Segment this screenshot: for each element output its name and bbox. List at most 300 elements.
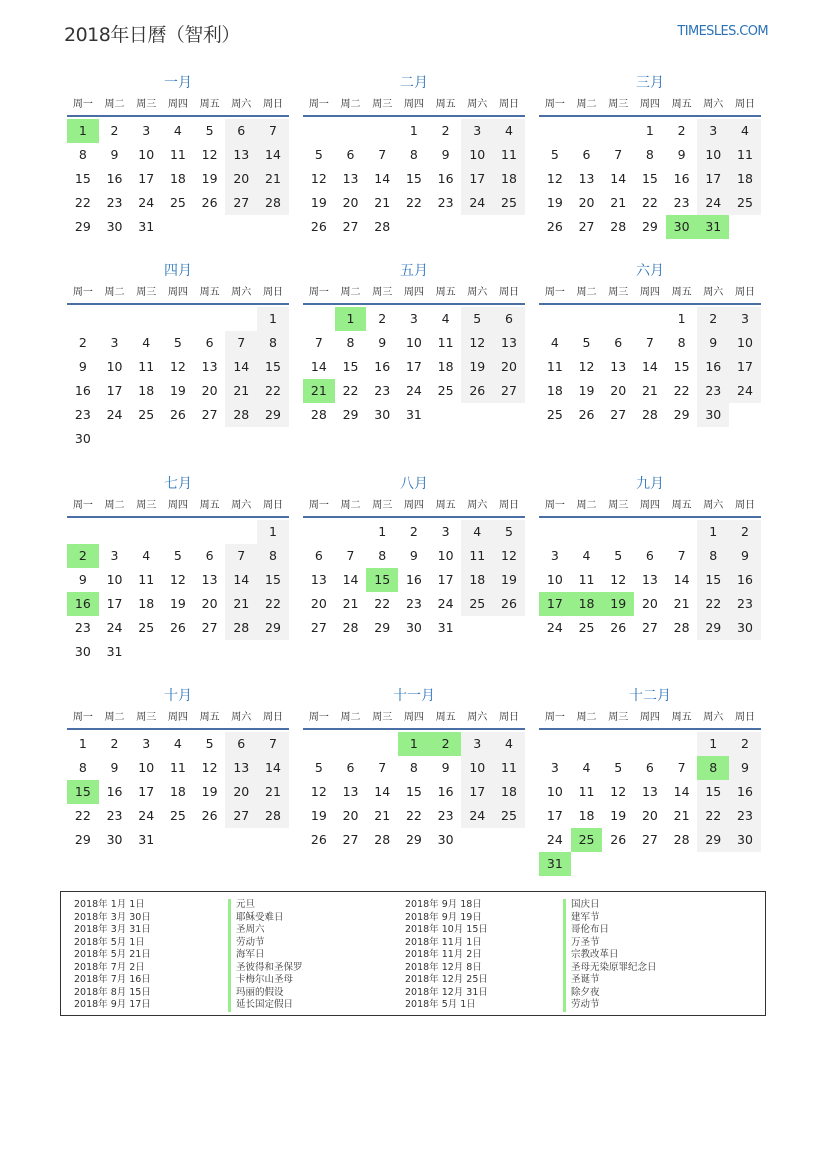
day-cell[interactable]: 15 <box>366 568 398 592</box>
day-cell[interactable]: 20 <box>201 596 218 611</box>
day-cell[interactable]: 17 <box>461 167 493 191</box>
day-cell[interactable]: 24 <box>546 620 563 635</box>
day-cell[interactable]: 8 <box>409 147 418 162</box>
day-cell[interactable]: 10 <box>106 572 123 587</box>
day-cell[interactable]: 19 <box>169 596 186 611</box>
day-cell[interactable]: 28 <box>641 407 658 422</box>
day-cell[interactable]: 20 <box>225 780 257 804</box>
day-cell[interactable]: 14 <box>342 572 359 587</box>
day-cell[interactable]: 31 <box>106 644 123 659</box>
day-cell[interactable]: 9 <box>409 548 418 563</box>
day-cell[interactable]: 16 <box>729 780 761 804</box>
day-cell[interactable]: 3 <box>441 524 450 539</box>
day-cell[interactable]: 7 <box>314 335 323 350</box>
day-cell[interactable]: 23 <box>106 808 123 823</box>
day-cell[interactable]: 16 <box>729 568 761 592</box>
day-cell[interactable]: 14 <box>374 784 391 799</box>
day-cell[interactable]: 26 <box>610 620 627 635</box>
day-cell[interactable]: 22 <box>405 195 422 210</box>
day-cell[interactable]: 18 <box>437 359 454 374</box>
day-cell[interactable]: 6 <box>582 147 591 162</box>
day-cell[interactable]: 13 <box>342 171 359 186</box>
day-cell[interactable]: 27 <box>641 832 658 847</box>
day-cell[interactable]: 24 <box>546 832 563 847</box>
day-cell[interactable]: 16 <box>74 383 91 398</box>
day-cell[interactable]: 26 <box>201 195 218 210</box>
day-cell[interactable]: 14 <box>257 143 289 167</box>
day-cell[interactable]: 23 <box>374 383 391 398</box>
day-cell[interactable]: 5 <box>173 548 182 563</box>
day-cell[interactable]: 20 <box>201 383 218 398</box>
day-cell[interactable]: 13 <box>225 756 257 780</box>
day-cell[interactable]: 10 <box>405 335 422 350</box>
day-cell[interactable]: 3 <box>110 548 119 563</box>
day-cell[interactable]: 25 <box>138 407 155 422</box>
day-cell[interactable]: 31 <box>138 219 155 234</box>
day-cell[interactable]: 10 <box>138 760 155 775</box>
day-cell[interactable]: 3 <box>550 760 559 775</box>
day-cell[interactable]: 16 <box>106 171 123 186</box>
day-cell[interactable]: 13 <box>578 171 595 186</box>
day-cell[interactable]: 27 <box>610 407 627 422</box>
day-cell[interactable]: 30 <box>74 644 91 659</box>
day-cell[interactable]: 23 <box>106 195 123 210</box>
day-cell[interactable]: 17 <box>539 592 571 616</box>
day-cell[interactable]: 11 <box>546 359 563 374</box>
day-cell[interactable]: 25 <box>578 620 595 635</box>
day-cell[interactable]: 24 <box>461 804 493 828</box>
day-cell[interactable]: 22 <box>342 383 359 398</box>
day-cell[interactable]: 21 <box>673 808 690 823</box>
day-cell[interactable]: 5 <box>614 548 623 563</box>
day-cell[interactable]: 10 <box>546 784 563 799</box>
day-cell[interactable]: 29 <box>257 403 289 427</box>
day-cell[interactable]: 12 <box>201 760 218 775</box>
day-cell[interactable]: 13 <box>493 331 525 355</box>
day-cell[interactable]: 27 <box>225 804 257 828</box>
day-cell[interactable]: 19 <box>201 784 218 799</box>
day-cell[interactable]: 9 <box>78 359 87 374</box>
day-cell[interactable]: 17 <box>437 572 454 587</box>
day-cell[interactable]: 12 <box>493 544 525 568</box>
day-cell[interactable]: 30 <box>437 832 454 847</box>
day-cell[interactable]: 9 <box>729 756 761 780</box>
day-cell[interactable]: 18 <box>169 784 186 799</box>
day-cell[interactable]: 9 <box>729 544 761 568</box>
day-cell[interactable]: 16 <box>405 572 422 587</box>
day-cell[interactable]: 2 <box>67 544 99 568</box>
day-cell[interactable]: 10 <box>437 548 454 563</box>
day-cell[interactable]: 29 <box>257 616 289 640</box>
day-cell[interactable]: 25 <box>729 191 761 215</box>
day-cell[interactable]: 30 <box>106 219 123 234</box>
day-cell[interactable]: 7 <box>677 548 686 563</box>
day-cell[interactable]: 2 <box>110 123 119 138</box>
day-cell[interactable]: 1 <box>398 732 430 756</box>
day-cell[interactable]: 24 <box>106 407 123 422</box>
day-cell[interactable]: 17 <box>405 359 422 374</box>
day-cell[interactable]: 2 <box>110 736 119 751</box>
day-cell[interactable]: 20 <box>578 195 595 210</box>
day-cell[interactable]: 23 <box>697 379 729 403</box>
day-cell[interactable]: 5 <box>461 307 493 331</box>
day-cell[interactable]: 11 <box>138 359 155 374</box>
day-cell[interactable]: 12 <box>610 784 627 799</box>
day-cell[interactable]: 24 <box>405 383 422 398</box>
day-cell[interactable]: 26 <box>461 379 493 403</box>
day-cell[interactable]: 12 <box>461 331 493 355</box>
day-cell[interactable]: 22 <box>257 379 289 403</box>
day-cell[interactable]: 29 <box>74 832 91 847</box>
day-cell[interactable]: 8 <box>257 331 289 355</box>
day-cell[interactable]: 6 <box>346 147 355 162</box>
day-cell[interactable]: 3 <box>461 119 493 143</box>
day-cell[interactable]: 9 <box>110 760 119 775</box>
day-cell[interactable]: 7 <box>257 119 289 143</box>
day-cell[interactable]: 14 <box>257 756 289 780</box>
day-cell[interactable]: 17 <box>461 780 493 804</box>
day-cell[interactable]: 18 <box>493 780 525 804</box>
day-cell[interactable]: 31 <box>437 620 454 635</box>
day-cell[interactable]: 15 <box>697 780 729 804</box>
day-cell[interactable]: 6 <box>346 760 355 775</box>
day-cell[interactable]: 6 <box>225 119 257 143</box>
day-cell[interactable]: 14 <box>225 355 257 379</box>
day-cell[interactable]: 7 <box>378 760 387 775</box>
day-cell[interactable]: 23 <box>74 620 91 635</box>
day-cell[interactable]: 12 <box>578 359 595 374</box>
day-cell[interactable]: 23 <box>729 592 761 616</box>
day-cell[interactable]: 22 <box>74 808 91 823</box>
day-cell[interactable]: 10 <box>546 572 563 587</box>
day-cell[interactable]: 26 <box>169 620 186 635</box>
day-cell[interactable]: 30 <box>697 403 729 427</box>
day-cell[interactable]: 27 <box>342 832 359 847</box>
day-cell[interactable]: 19 <box>201 171 218 186</box>
day-cell[interactable]: 6 <box>205 335 214 350</box>
day-cell[interactable]: 29 <box>74 219 91 234</box>
day-cell[interactable]: 30 <box>729 616 761 640</box>
day-cell[interactable]: 15 <box>405 171 422 186</box>
day-cell[interactable]: 11 <box>461 544 493 568</box>
day-cell[interactable]: 14 <box>641 359 658 374</box>
day-cell[interactable]: 13 <box>310 572 327 587</box>
day-cell[interactable]: 15 <box>342 359 359 374</box>
day-cell[interactable]: 3 <box>550 548 559 563</box>
day-cell[interactable]: 18 <box>546 383 563 398</box>
day-cell[interactable]: 30 <box>74 431 91 446</box>
day-cell[interactable]: 11 <box>138 572 155 587</box>
day-cell[interactable]: 29 <box>641 219 658 234</box>
day-cell[interactable]: 20 <box>342 195 359 210</box>
day-cell[interactable]: 27 <box>342 219 359 234</box>
day-cell[interactable]: 10 <box>729 331 761 355</box>
day-cell[interactable]: 27 <box>578 219 595 234</box>
day-cell[interactable]: 28 <box>225 403 257 427</box>
day-cell[interactable]: 7 <box>677 760 686 775</box>
day-cell[interactable]: 4 <box>142 548 151 563</box>
day-cell[interactable]: 4 <box>493 119 525 143</box>
day-cell[interactable]: 5 <box>614 760 623 775</box>
day-cell[interactable]: 21 <box>303 379 335 403</box>
day-cell[interactable]: 29 <box>405 832 422 847</box>
day-cell[interactable]: 26 <box>546 219 563 234</box>
day-cell[interactable]: 12 <box>546 171 563 186</box>
day-cell[interactable]: 18 <box>578 808 595 823</box>
day-cell[interactable]: 13 <box>641 572 658 587</box>
day-cell[interactable]: 15 <box>697 568 729 592</box>
day-cell[interactable]: 29 <box>697 828 729 852</box>
day-cell[interactable]: 28 <box>310 407 327 422</box>
day-cell[interactable]: 2 <box>78 335 87 350</box>
day-cell[interactable]: 21 <box>257 780 289 804</box>
day-cell[interactable]: 26 <box>610 832 627 847</box>
day-cell[interactable]: 23 <box>405 596 422 611</box>
day-cell[interactable]: 13 <box>201 359 218 374</box>
day-cell[interactable]: 17 <box>138 784 155 799</box>
day-cell[interactable]: 14 <box>374 171 391 186</box>
day-cell[interactable]: 4 <box>550 335 559 350</box>
day-cell[interactable]: 8 <box>346 335 355 350</box>
day-cell[interactable]: 19 <box>546 195 563 210</box>
day-cell[interactable]: 16 <box>67 592 99 616</box>
day-cell[interactable]: 7 <box>257 732 289 756</box>
day-cell[interactable]: 22 <box>641 195 658 210</box>
day-cell[interactable]: 22 <box>405 808 422 823</box>
day-cell[interactable]: 9 <box>78 572 87 587</box>
day-cell[interactable]: 2 <box>441 123 450 138</box>
day-cell[interactable]: 21 <box>673 596 690 611</box>
day-cell[interactable]: 21 <box>641 383 658 398</box>
day-cell[interactable]: 11 <box>729 143 761 167</box>
day-cell[interactable]: 24 <box>461 191 493 215</box>
day-cell[interactable]: 29 <box>342 407 359 422</box>
day-cell[interactable]: 22 <box>673 383 690 398</box>
day-cell[interactable]: 27 <box>310 620 327 635</box>
day-cell[interactable]: 27 <box>201 407 218 422</box>
day-cell[interactable]: 7 <box>614 147 623 162</box>
day-cell[interactable]: 6 <box>645 548 654 563</box>
day-cell[interactable]: 27 <box>493 379 525 403</box>
day-cell[interactable]: 3 <box>142 123 151 138</box>
day-cell[interactable]: 15 <box>641 171 658 186</box>
day-cell[interactable]: 28 <box>374 832 391 847</box>
day-cell[interactable]: 13 <box>225 143 257 167</box>
day-cell[interactable]: 5 <box>205 123 214 138</box>
day-cell[interactable]: 6 <box>645 760 654 775</box>
day-cell[interactable]: 23 <box>437 808 454 823</box>
day-cell[interactable]: 18 <box>138 596 155 611</box>
day-cell[interactable]: 28 <box>225 616 257 640</box>
day-cell[interactable]: 10 <box>106 359 123 374</box>
day-cell[interactable]: 25 <box>169 195 186 210</box>
day-cell[interactable]: 11 <box>493 756 525 780</box>
day-cell[interactable]: 7 <box>645 335 654 350</box>
day-cell[interactable]: 28 <box>610 219 627 234</box>
day-cell[interactable]: 3 <box>697 119 729 143</box>
day-cell[interactable]: 24 <box>437 596 454 611</box>
day-cell[interactable]: 6 <box>225 732 257 756</box>
day-cell[interactable]: 13 <box>342 784 359 799</box>
day-cell[interactable]: 11 <box>169 760 186 775</box>
day-cell[interactable]: 11 <box>437 335 454 350</box>
day-cell[interactable]: 19 <box>169 383 186 398</box>
day-cell[interactable]: 15 <box>257 568 289 592</box>
day-cell[interactable]: 28 <box>257 191 289 215</box>
day-cell[interactable]: 7 <box>378 147 387 162</box>
day-cell[interactable]: 8 <box>378 548 387 563</box>
day-cell[interactable]: 16 <box>437 784 454 799</box>
day-cell[interactable]: 16 <box>106 784 123 799</box>
day-cell[interactable]: 20 <box>342 808 359 823</box>
day-cell[interactable]: 20 <box>225 167 257 191</box>
day-cell[interactable]: 30 <box>106 832 123 847</box>
day-cell[interactable]: 15 <box>257 355 289 379</box>
day-cell[interactable]: 21 <box>225 592 257 616</box>
day-cell[interactable]: 7 <box>225 331 257 355</box>
day-cell[interactable]: 30 <box>374 407 391 422</box>
day-cell[interactable]: 7 <box>225 544 257 568</box>
day-cell[interactable]: 9 <box>677 147 686 162</box>
day-cell[interactable]: 11 <box>493 143 525 167</box>
day-cell[interactable]: 1 <box>257 520 289 544</box>
day-cell[interactable]: 3 <box>461 732 493 756</box>
day-cell[interactable]: 4 <box>582 760 591 775</box>
day-cell[interactable]: 23 <box>437 195 454 210</box>
day-cell[interactable]: 2 <box>378 311 387 326</box>
day-cell[interactable]: 2 <box>729 732 761 756</box>
day-cell[interactable]: 31 <box>405 407 422 422</box>
day-cell[interactable]: 21 <box>342 596 359 611</box>
day-cell[interactable]: 24 <box>138 808 155 823</box>
day-cell[interactable]: 23 <box>74 407 91 422</box>
day-cell[interactable]: 19 <box>461 355 493 379</box>
day-cell[interactable]: 25 <box>493 191 525 215</box>
day-cell[interactable]: 27 <box>225 191 257 215</box>
day-cell[interactable]: 24 <box>729 379 761 403</box>
day-cell[interactable]: 6 <box>205 548 214 563</box>
day-cell[interactable]: 2 <box>409 524 418 539</box>
day-cell[interactable]: 31 <box>697 215 729 239</box>
day-cell[interactable]: 25 <box>461 592 493 616</box>
day-cell[interactable]: 5 <box>550 147 559 162</box>
day-cell[interactable]: 29 <box>374 620 391 635</box>
day-cell[interactable]: 5 <box>173 335 182 350</box>
day-cell[interactable]: 2 <box>677 123 686 138</box>
day-cell[interactable]: 26 <box>201 808 218 823</box>
day-cell[interactable]: 6 <box>314 548 323 563</box>
day-cell[interactable]: 17 <box>106 596 123 611</box>
day-cell[interactable]: 3 <box>142 736 151 751</box>
day-cell[interactable]: 1 <box>67 119 99 143</box>
day-cell[interactable]: 17 <box>546 808 563 823</box>
day-cell[interactable]: 3 <box>729 307 761 331</box>
day-cell[interactable]: 8 <box>257 544 289 568</box>
day-cell[interactable]: 12 <box>201 147 218 162</box>
day-cell[interactable]: 8 <box>78 147 87 162</box>
site-logo[interactable]: TIMESLES.COM <box>677 24 768 39</box>
day-cell[interactable]: 5 <box>314 760 323 775</box>
day-cell[interactable]: 31 <box>138 832 155 847</box>
day-cell[interactable]: 26 <box>493 592 525 616</box>
day-cell[interactable]: 17 <box>106 383 123 398</box>
day-cell[interactable]: 4 <box>142 335 151 350</box>
day-cell[interactable]: 30 <box>729 828 761 852</box>
day-cell[interactable]: 1 <box>645 123 654 138</box>
day-cell[interactable]: 28 <box>673 620 690 635</box>
day-cell[interactable]: 13 <box>641 784 658 799</box>
day-cell[interactable]: 5 <box>493 520 525 544</box>
day-cell[interactable]: 3 <box>110 335 119 350</box>
day-cell[interactable]: 20 <box>493 355 525 379</box>
day-cell[interactable]: 20 <box>610 383 627 398</box>
day-cell[interactable]: 30 <box>405 620 422 635</box>
day-cell[interactable]: 3 <box>409 311 418 326</box>
day-cell[interactable]: 25 <box>571 828 603 852</box>
day-cell[interactable]: 4 <box>173 736 182 751</box>
day-cell[interactable]: 12 <box>310 784 327 799</box>
day-cell[interactable]: 22 <box>697 592 729 616</box>
day-cell[interactable]: 8 <box>697 756 729 780</box>
day-cell[interactable]: 22 <box>257 592 289 616</box>
day-cell[interactable]: 20 <box>641 596 658 611</box>
day-cell[interactable]: 1 <box>378 524 387 539</box>
day-cell[interactable]: 8 <box>645 147 654 162</box>
day-cell[interactable]: 13 <box>610 359 627 374</box>
day-cell[interactable]: 4 <box>729 119 761 143</box>
day-cell[interactable]: 16 <box>437 171 454 186</box>
day-cell[interactable]: 8 <box>677 335 686 350</box>
day-cell[interactable]: 13 <box>201 572 218 587</box>
day-cell[interactable]: 12 <box>310 171 327 186</box>
day-cell[interactable]: 21 <box>610 195 627 210</box>
day-cell[interactable]: 29 <box>673 407 690 422</box>
day-cell[interactable]: 28 <box>673 832 690 847</box>
day-cell[interactable]: 5 <box>582 335 591 350</box>
day-cell[interactable]: 14 <box>310 359 327 374</box>
day-cell[interactable]: 24 <box>106 620 123 635</box>
day-cell[interactable]: 21 <box>374 195 391 210</box>
day-cell[interactable]: 9 <box>441 147 450 162</box>
day-cell[interactable]: 18 <box>729 167 761 191</box>
day-cell[interactable]: 21 <box>374 808 391 823</box>
day-cell[interactable]: 14 <box>673 572 690 587</box>
day-cell[interactable]: 15 <box>67 780 99 804</box>
day-cell[interactable]: 26 <box>169 407 186 422</box>
day-cell[interactable]: 4 <box>441 311 450 326</box>
day-cell[interactable]: 4 <box>461 520 493 544</box>
day-cell[interactable]: 19 <box>610 808 627 823</box>
day-cell[interactable]: 5 <box>314 147 323 162</box>
day-cell[interactable]: 28 <box>374 219 391 234</box>
day-cell[interactable]: 25 <box>437 383 454 398</box>
day-cell[interactable]: 8 <box>78 760 87 775</box>
day-cell[interactable]: 21 <box>225 379 257 403</box>
day-cell[interactable]: 19 <box>310 808 327 823</box>
day-cell[interactable]: 18 <box>169 171 186 186</box>
day-cell[interactable]: 5 <box>205 736 214 751</box>
day-cell[interactable]: 24 <box>697 191 729 215</box>
day-cell[interactable]: 2 <box>430 732 462 756</box>
day-cell[interactable]: 30 <box>666 215 698 239</box>
day-cell[interactable]: 4 <box>582 548 591 563</box>
day-cell[interactable]: 4 <box>493 732 525 756</box>
day-cell[interactable]: 28 <box>257 804 289 828</box>
day-cell[interactable]: 17 <box>729 355 761 379</box>
day-cell[interactable]: 8 <box>697 544 729 568</box>
day-cell[interactable]: 28 <box>342 620 359 635</box>
day-cell[interactable]: 15 <box>673 359 690 374</box>
